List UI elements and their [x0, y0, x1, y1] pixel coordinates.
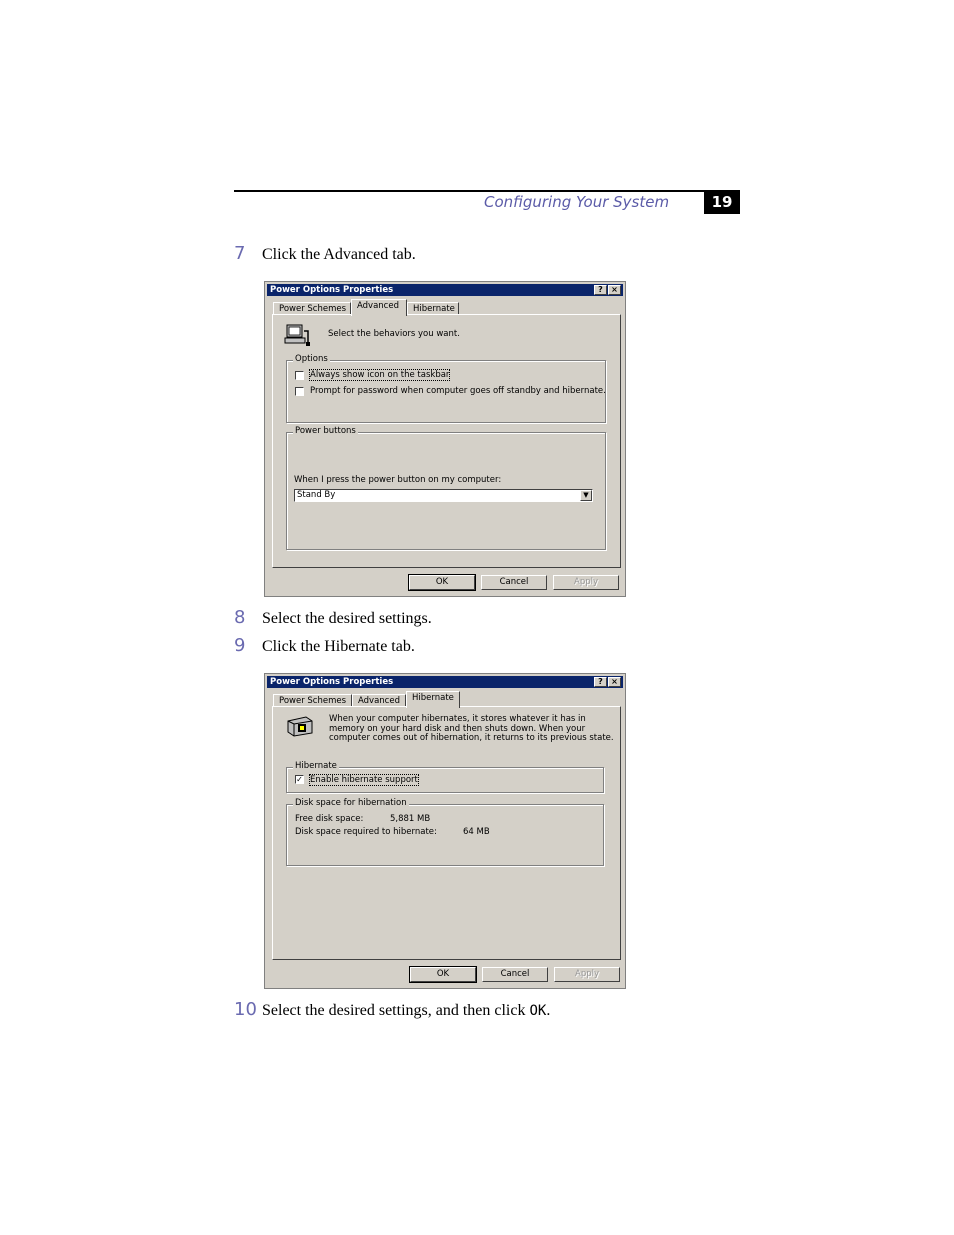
- apply-button[interactable]: Apply: [554, 967, 620, 982]
- tab-hibernate[interactable]: Hibernate: [407, 302, 459, 315]
- hibernate-disk-icon: [286, 715, 314, 737]
- help-button[interactable]: ?: [594, 285, 607, 295]
- ok-button[interactable]: OK: [410, 967, 476, 982]
- page-number: 19: [704, 192, 740, 214]
- step-text: Select the desired settings.: [262, 610, 432, 627]
- power-options-dialog-hibernate: [264, 673, 626, 989]
- computer-power-icon: [284, 323, 310, 347]
- disk-space-group: [286, 798, 604, 866]
- step-number: 8: [234, 607, 246, 628]
- hibernate-description: When your computer hibernates, it stores whatever it has in memory on your hard disk and then shuts down. When your computer comes out of hibernation, it returns to its previous state.: [329, 714, 614, 743]
- step-text-before: Select the desired settings, and then click: [262, 1002, 530, 1019]
- options-group-label: Options: [295, 354, 328, 364]
- power-buttons-group-label: Power buttons: [295, 426, 356, 436]
- free-disk-space-label: Free disk space:: [295, 814, 364, 824]
- tab-hibernate[interactable]: Hibernate: [406, 691, 460, 708]
- options-group: [286, 354, 606, 423]
- power-button-action-value: Stand By: [297, 490, 336, 500]
- required-disk-space-label: Disk space required to hibernate:: [295, 827, 437, 837]
- chevron-down-icon[interactable]: ▼: [580, 490, 592, 501]
- prompt-password-label[interactable]: Prompt for password when computer goes off standby and hibernate.: [310, 386, 606, 396]
- hibernate-group-label: Hibernate: [295, 761, 337, 771]
- dialog-titlebar: [267, 284, 623, 296]
- ok-code: OK: [529, 1003, 547, 1019]
- close-button[interactable]: ×: [608, 285, 621, 295]
- disk-space-group-label: Disk space for hibernation: [295, 798, 407, 808]
- close-button[interactable]: ×: [608, 677, 621, 687]
- hibernate-group: [286, 761, 604, 793]
- step-text: Click the Advanced tab.: [262, 246, 416, 263]
- step-number: 9: [234, 635, 246, 656]
- tab-panel: [272, 706, 621, 960]
- power-button-prompt: When I press the power button on my computer:: [294, 475, 502, 485]
- power-buttons-group: [286, 426, 606, 550]
- required-disk-space-value: 64 MB: [463, 827, 490, 837]
- apply-button[interactable]: Apply: [553, 575, 619, 590]
- help-button[interactable]: ?: [594, 677, 607, 687]
- dialog-title: Power Options Properties: [270, 677, 394, 687]
- show-icon-checkbox[interactable]: [295, 371, 304, 380]
- step-number: 7: [234, 243, 246, 264]
- show-icon-label[interactable]: Always show icon on the taskbar: [310, 370, 450, 380]
- enable-hibernate-label[interactable]: Enable hibernate support: [310, 775, 418, 785]
- tab-power-schemes[interactable]: Power Schemes: [273, 302, 351, 315]
- intro-text: Select the behaviors you want.: [328, 329, 460, 339]
- tab-power-schemes[interactable]: Power Schemes: [273, 694, 352, 707]
- prompt-password-checkbox[interactable]: [295, 387, 304, 396]
- power-options-dialog-advanced: [264, 281, 626, 597]
- cancel-button[interactable]: Cancel: [482, 967, 548, 982]
- step-text: [262, 1002, 550, 1020]
- dialog-titlebar: [267, 676, 623, 688]
- free-disk-space-value: 5,881 MB: [390, 814, 431, 824]
- dialog-title: Power Options Properties: [270, 285, 394, 295]
- running-header-title: Configuring Your System: [484, 193, 670, 211]
- step-text-after: .: [546, 1002, 551, 1019]
- power-button-action-select[interactable]: [294, 489, 593, 502]
- step-text: Click the Hibernate tab.: [262, 638, 415, 655]
- enable-hibernate-checkbox[interactable]: ✓: [296, 775, 303, 784]
- cancel-button[interactable]: Cancel: [481, 575, 547, 590]
- header-rule: [234, 190, 740, 192]
- tab-panel: [272, 314, 621, 568]
- tab-advanced[interactable]: Advanced: [352, 694, 406, 707]
- step-number: 10: [234, 999, 257, 1020]
- tab-advanced[interactable]: Advanced: [351, 299, 407, 316]
- ok-button[interactable]: OK: [409, 575, 475, 590]
